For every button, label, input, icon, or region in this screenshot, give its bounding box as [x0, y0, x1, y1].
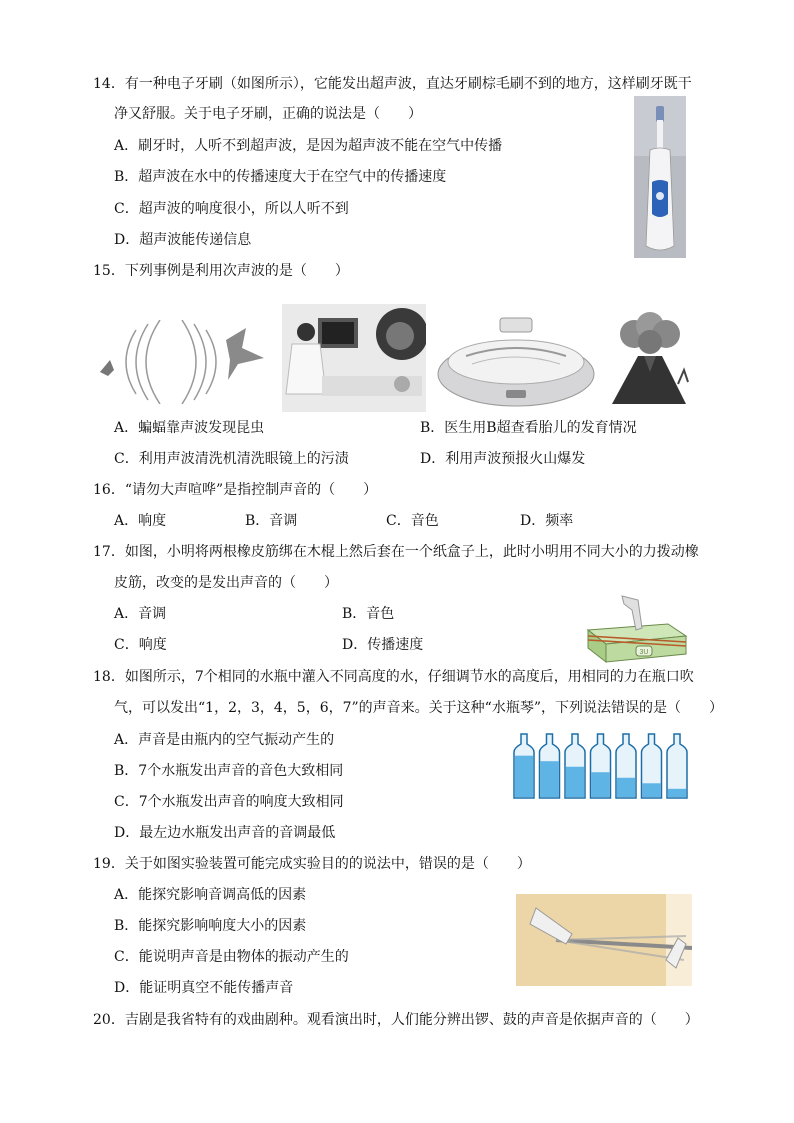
q17-option-d: D．传播速度 [342, 637, 424, 653]
water-level [566, 767, 584, 797]
q15-option-c: C．利用声波清洗机清洗眼镜上的污渍 [114, 451, 349, 467]
q14-option-a: A．刷牙时，人听不到超声波，是因为超声波不能在空气中传播 [114, 138, 503, 154]
q18-option-b: B．7个水瓶发出声音的音色大致相同 [114, 763, 344, 779]
q16-option-c: C．音色 [386, 513, 439, 529]
q17-option-c: C．响度 [114, 637, 167, 653]
q17-option-a: A．音调 [114, 606, 167, 622]
q14-stem-line1: 14．有一种电子牙刷（如图所示），它能发出超声波，直达牙刷棕毛刷不到的地方，这样刷牙既干 [93, 76, 692, 92]
q17-stem-line2: 皮筋，改变的是发出声音的（ ） [114, 575, 338, 591]
water-level [541, 761, 559, 797]
water-bottle [616, 734, 636, 798]
q19-option-b: B．能探究影响响度大小的因素 [114, 918, 307, 934]
q15-stem: 15．下列事例是利用次声波的是（ ） [93, 263, 349, 279]
electric-toothbrush-image [634, 96, 686, 258]
q14-option-b: B．超声波在水中的传播速度大于在空气中的传播速度 [114, 169, 447, 185]
bat-echolocation-image [96, 320, 266, 404]
water-bottle [667, 734, 687, 798]
rubber-band-box-image [582, 590, 692, 664]
q14-option-d: D．超声波能传递信息 [114, 232, 252, 248]
q18-stem-line2: 气，可以发出“1，2，3，4，5，6，7”的声音来。关于这种“水瓶琴”，下列说法错误的是（ ） [114, 700, 723, 716]
q17-option-b: B．音色 [342, 606, 395, 622]
q19-stem: 19．关于如图实验装置可能完成实验目的的说法中，错误的是（ ） [93, 856, 531, 872]
q16-stem: 16．“请勿大声喧哗”是指控制声音的（ ） [93, 482, 378, 498]
q18-option-d: D．最左边水瓶发出声音的音调最低 [114, 825, 336, 841]
water-level [617, 778, 635, 797]
q14-stem-line2: 净又舒服。关于电子牙刷，正确的说法是（ ） [114, 106, 422, 122]
q14-option-c: C．超声波的响度很小，所以人听不到 [114, 201, 349, 217]
q15-option-a: A．蝙蝠靠声波发现昆虫 [114, 420, 265, 436]
water-level [592, 772, 610, 797]
q19-option-c: C．能说明声音是由物体的振动产生的 [114, 949, 349, 965]
q18-stem-line1: 18．如图所示，7个相同的水瓶中灌入不同高度的水，仔细调节水的高度后，用相同的力在瓶口吹 [93, 669, 694, 685]
q18-option-a: A．声音是由瓶内的空气振动产生的 [114, 732, 335, 748]
water-level [643, 783, 661, 797]
volcano-eruption-image [604, 312, 696, 408]
water-bottle [540, 734, 560, 798]
q16-option-b: B．音调 [245, 513, 298, 529]
water-bottle [591, 734, 611, 798]
q16-option-a: A．响度 [114, 513, 167, 529]
q20-stem: 20．吉剧是我省特有的戏曲剧种。观看演出时，人们能分辨出锣、鼓的声音是依据声音的（ ） [93, 1012, 699, 1028]
q16-option-d: D．频率 [520, 513, 574, 529]
q15-option-d: D．利用声波预报火山爆发 [420, 451, 586, 467]
water-bottle [642, 734, 662, 798]
q18-option-c: C．7个水瓶发出声音的响度大致相同 [114, 794, 344, 810]
water-bottle [514, 734, 534, 798]
ultrasonic-cleaner-image [436, 316, 596, 408]
q19-option-a: A．能探究影响音调高低的因素 [114, 887, 307, 903]
box-label: 3U [639, 649, 649, 656]
ruler-vibration-image [516, 894, 692, 986]
water-level [668, 789, 686, 797]
q17-stem-line1: 17．如图，小明将两根橡皮筋绑在木棍上然后套在一个纸盒子上，此时小明用不同大小的力拨动橡 [93, 544, 699, 560]
water-bottle [565, 734, 585, 798]
q15-option-b: B．医生用B超查看胎儿的发育情况 [420, 420, 637, 436]
water-bottles-image [510, 730, 694, 800]
ultrasound-exam-image [282, 304, 426, 412]
water-level [515, 756, 533, 797]
q19-option-d: D．能证明真空不能传播声音 [114, 980, 294, 996]
